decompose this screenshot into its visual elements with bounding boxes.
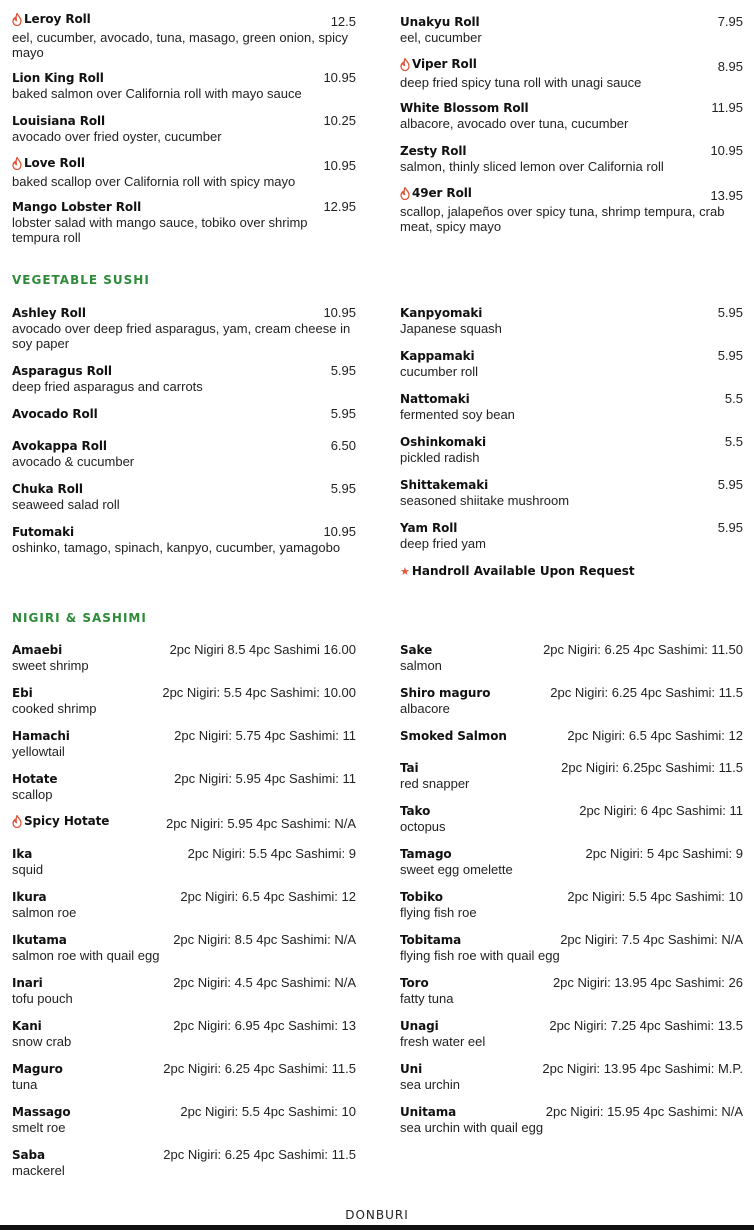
item-description: flying fish roe — [400, 905, 477, 920]
item-name-text: Inari — [12, 976, 43, 990]
item-name-text: Tobitama — [400, 933, 462, 947]
item-name-text: Ashley Roll — [12, 306, 86, 320]
item-description: avocado & cucumber — [12, 454, 135, 469]
item-price: 12.5 — [330, 13, 356, 29]
menu-item — [400, 889, 743, 920]
item-description: eel, cucumber, avocado, tuna, masago, green onion, spicy mayo — [12, 29, 349, 60]
item-name-text: Spicy Hotate — [24, 814, 110, 828]
item-price: 2pc Nigiri: 6 4pc Sashimi: 11 — [579, 803, 743, 818]
item-name — [12, 847, 32, 861]
item-price: 12.95 — [323, 199, 356, 214]
menu-item — [400, 1018, 743, 1049]
item-name-text: Oshinkomaki — [400, 435, 487, 449]
item-name — [12, 729, 70, 743]
item-name — [400, 643, 432, 657]
menu-item — [12, 685, 356, 716]
item-name-text: Unagi — [400, 1019, 439, 1033]
item-name-text: Tobiko — [400, 890, 443, 904]
menu-item — [12, 1018, 356, 1049]
item-price: 2pc Nigiri: 6.5 4pc Sashimi: 12 — [567, 728, 743, 743]
menu-item — [400, 975, 743, 1006]
item-name — [12, 1062, 63, 1076]
item-price: 2pc Nigiri: 5 4pc Sashimi: 9 — [585, 846, 743, 861]
item-description: cucumber roll — [400, 364, 479, 379]
item-price: 5.95 — [330, 363, 356, 378]
item-name — [400, 1019, 439, 1033]
item-price: 2pc Nigiri: 6.25 4pc Sashimi: 11.5 — [550, 685, 743, 700]
item-name — [12, 1148, 45, 1162]
item-price: 2pc Nigiri: 7.25 4pc Sashimi: 13.5 — [549, 1018, 743, 1033]
item-name — [400, 890, 443, 904]
item-name — [400, 729, 507, 743]
item-description: baked scallop over California roll with spicy mayo — [12, 173, 296, 189]
menu-item — [12, 771, 356, 802]
item-price: 2pc Nigiri: 13.95 4pc Sashimi: 26 — [552, 975, 743, 990]
item-name — [12, 814, 109, 828]
item-price: 2pc Nigiri: 6.25 4pc Sashimi: 11.5 — [163, 1061, 356, 1076]
item-name — [400, 1062, 422, 1076]
item-name-text: Leroy Roll — [24, 12, 91, 26]
menu-item — [12, 1104, 356, 1135]
item-name-text: Love Roll — [24, 156, 85, 170]
menu-item — [400, 728, 743, 743]
item-name-text: Lion King Roll — [12, 71, 104, 85]
item-price: 2pc Nigiri: 5.5 4pc Sashimi: 10.00 — [162, 685, 356, 700]
item-description: albacore, avocado over tuna, cucumber — [400, 116, 629, 131]
item-description: snow crab — [12, 1034, 72, 1049]
item-price: 10.95 — [323, 70, 356, 85]
item-name — [12, 643, 62, 657]
item-description: scallop, jalapeños over spicy tuna, shrimp tempura, crab meat, spicy mayo — [400, 203, 725, 234]
item-name — [400, 804, 430, 818]
item-name-text: Avokappa Roll — [12, 439, 107, 453]
nigiri-right-column — [400, 0, 743, 1200]
menu-item — [12, 642, 356, 673]
item-name-text: Shiro maguro — [400, 686, 491, 700]
item-name-text: Kappamaki — [400, 349, 475, 363]
item-name-text: Unitama — [400, 1105, 457, 1119]
menu-item — [400, 685, 743, 716]
item-price: 2pc Nigiri: 5.5 4pc Sashimi: 10 — [180, 1104, 356, 1119]
item-price: 10.95 — [323, 157, 356, 173]
menu-item — [400, 1104, 743, 1135]
item-description: seaweed salad roll — [12, 497, 120, 512]
item-description: salmon, thinly sliced lemon over California roll — [400, 159, 664, 174]
item-name-text: Futomaki — [12, 525, 75, 539]
item-name-text: Maguro — [12, 1062, 63, 1076]
item-description: avocado over fried oyster, cucumber — [12, 129, 222, 144]
item-name-text: Mango Lobster Roll — [12, 200, 142, 214]
menu-item — [12, 889, 356, 920]
item-name-text: Avocado Roll — [12, 407, 98, 421]
item-price: 2pc Nigiri: 6.95 4pc Sashimi: 13 — [173, 1018, 356, 1033]
item-description: fermented soy bean — [400, 407, 515, 422]
item-name-text: Tamago — [400, 847, 452, 861]
menu-item — [12, 932, 356, 963]
item-name-text: Massago — [12, 1105, 71, 1119]
item-price: 5.95 — [717, 477, 743, 492]
item-name-text: Ebi — [12, 686, 33, 700]
item-name-text: Nattomaki — [400, 392, 470, 406]
item-name-text: Uni — [400, 1062, 423, 1076]
menu-item — [400, 846, 743, 877]
item-description: smelt roe — [12, 1120, 66, 1135]
item-price: 2pc Nigiri 8.5 4pc Sashimi 16.00 — [169, 642, 356, 657]
item-name — [12, 890, 47, 904]
menu-item — [12, 1147, 356, 1178]
item-description: salmon roe — [12, 905, 77, 920]
item-name — [12, 933, 67, 947]
item-description: oshinko, tamago, spinach, kanpyo, cucumber, yamagobo — [12, 540, 341, 555]
item-price: 10.95 — [710, 143, 743, 158]
item-description: salmon roe with quail egg — [12, 948, 160, 963]
item-name-text: Shittakemaki — [400, 478, 489, 492]
menu-item — [12, 728, 356, 759]
item-description: squid — [12, 862, 44, 877]
item-description: seasoned shiitake mushroom — [400, 493, 570, 508]
menu-item — [400, 642, 743, 673]
item-description: sweet egg omelette — [400, 862, 513, 877]
item-description: mackerel — [12, 1163, 65, 1178]
item-name-text: Louisiana Roll — [12, 114, 106, 128]
item-name — [12, 1019, 42, 1033]
item-name-text: Viper Roll — [412, 57, 477, 71]
item-description: sea urchin with quail egg — [400, 1120, 544, 1135]
item-price: 5.5 — [724, 391, 743, 406]
item-price: 5.95 — [717, 348, 743, 363]
vegetable-sushi-heading: VEGETABLE SUSHI — [12, 273, 150, 287]
footer-divider — [0, 1225, 754, 1230]
item-name — [400, 976, 429, 990]
item-description: pickled radish — [400, 450, 480, 465]
item-price: 13.95 — [710, 187, 743, 203]
item-name — [400, 1105, 456, 1119]
nigiri-sashimi-heading: NIGIRI & SASHIMI — [12, 611, 147, 625]
item-price: 2pc Nigiri: 4.5 4pc Sashimi: N/A — [173, 975, 356, 990]
item-name — [400, 933, 461, 947]
item-price: 2pc Nigiri: 6.25 4pc Sashimi: 11.5 — [163, 1147, 356, 1162]
item-description: octopus — [400, 819, 446, 834]
menu-item — [400, 803, 743, 834]
item-description: fresh water eel — [400, 1034, 486, 1049]
item-price: 10.95 — [323, 305, 356, 320]
item-description: deep fried asparagus and carrots — [12, 379, 203, 394]
handroll-note — [400, 564, 635, 578]
item-price: 2pc Nigiri: 13.95 4pc Sashimi: M.P. — [542, 1061, 743, 1076]
item-description: fatty tuna — [400, 991, 454, 1006]
item-name — [400, 686, 490, 700]
item-description: sea urchin — [400, 1077, 460, 1092]
nigiri-left-column — [12, 0, 356, 1200]
item-price: 8.95 — [717, 58, 743, 74]
item-name-text: 49er Roll — [412, 186, 472, 200]
menu-item — [400, 1061, 743, 1092]
item-description: salmon — [400, 658, 442, 673]
item-name-text: Yam Roll — [400, 521, 458, 535]
item-name-text: Smoked Salmon — [400, 729, 507, 743]
item-name-text: Tako — [400, 804, 431, 818]
item-name — [12, 772, 57, 786]
item-price: 7.95 — [717, 14, 743, 29]
item-description: scallop — [12, 787, 53, 802]
item-description: eel, cucumber — [400, 30, 482, 45]
item-description: cooked shrimp — [12, 701, 97, 716]
item-name-text: Hotate — [12, 772, 58, 786]
item-price: 2pc Nigiri: 5.95 4pc Sashimi: N/A — [165, 815, 356, 831]
menu-item — [12, 1061, 356, 1092]
menu-item — [12, 975, 356, 1006]
item-name-text: Tai — [400, 761, 419, 775]
item-name — [12, 976, 43, 990]
star-icon: ★ — [400, 565, 410, 578]
item-price: 2pc Nigiri: 7.5 4pc Sashimi: N/A — [560, 932, 743, 947]
handroll-note-text: Handroll Available Upon Request — [411, 564, 635, 578]
item-name — [12, 686, 33, 700]
item-price: 2pc Nigiri: 6.5 4pc Sashimi: 12 — [180, 889, 356, 904]
item-price: 2pc Nigiri: 8.5 4pc Sashimi: N/A — [173, 932, 356, 947]
item-price: 5.95 — [330, 481, 356, 496]
item-name-text: Toro — [400, 976, 429, 990]
item-name-text: Ikutama — [12, 933, 67, 947]
item-name-text: Unakyu Roll — [400, 15, 480, 29]
menu-item — [400, 760, 743, 791]
item-description: baked salmon over California roll with mayo sauce — [12, 86, 302, 101]
item-name-text: Saba — [12, 1148, 46, 1162]
item-name — [400, 761, 419, 775]
item-price: 2pc Nigiri: 15.95 4pc Sashimi: N/A — [545, 1104, 743, 1119]
item-description: avocado over deep fried asparagus, yam, cream cheese in soy paper — [12, 321, 351, 351]
donburi-heading: DONBURI — [345, 1208, 409, 1222]
menu-item — [400, 932, 743, 963]
item-price: 5.95 — [717, 305, 743, 320]
item-name-text: Zesty Roll — [400, 144, 467, 158]
item-description: tuna — [12, 1077, 38, 1092]
item-description: sweet shrimp — [12, 658, 89, 673]
item-description: lobster salad with mango sauce, tobiko over shrimp tempura roll — [12, 215, 308, 245]
item-description: red snapper — [400, 776, 470, 791]
item-description: deep fried spicy tuna roll with unagi sauce — [400, 74, 642, 90]
item-description: flying fish roe with quail egg — [400, 948, 560, 963]
item-price: 6.50 — [330, 438, 356, 453]
item-description: Japanese squash — [400, 321, 502, 336]
item-name-text: Kanpyomaki — [400, 306, 483, 320]
spicy-flame-icon — [12, 815, 22, 828]
item-name-text: Ikura — [12, 890, 47, 904]
item-name-text: Hamachi — [12, 729, 70, 743]
item-price: 10.95 — [323, 524, 356, 539]
item-price: 11.95 — [711, 100, 743, 115]
item-description: tofu pouch — [12, 991, 73, 1006]
item-name-text: Sake — [400, 643, 433, 657]
item-price: 2pc Nigiri: 5.5 4pc Sashimi: 10 — [567, 889, 743, 904]
item-price: 5.95 — [717, 520, 743, 535]
item-name-text: Chuka Roll — [12, 482, 83, 496]
menu-item — [12, 814, 356, 831]
item-name-text: White Blossom Roll — [400, 101, 529, 115]
item-price: 2pc Nigiri: 5.5 4pc Sashimi: 9 — [187, 846, 356, 861]
item-name — [400, 847, 452, 861]
item-price: 2pc Nigiri: 6.25pc Sashimi: 11.5 — [561, 760, 743, 775]
item-name-text: Kani — [12, 1019, 42, 1033]
item-price: 2pc Nigiri: 5.95 4pc Sashimi: 11 — [174, 771, 356, 786]
item-price: 2pc Nigiri: 5.75 4pc Sashimi: 11 — [174, 728, 356, 743]
item-price: 2pc Nigiri: 6.25 4pc Sashimi: 11.50 — [543, 642, 743, 657]
item-description: deep fried yam — [400, 536, 486, 551]
item-price: 5.95 — [330, 406, 356, 421]
item-price: 10.25 — [323, 113, 356, 128]
item-price: 5.5 — [724, 434, 743, 449]
item-name — [12, 1105, 71, 1119]
item-name-text: Ika — [12, 847, 33, 861]
item-description: yellowtail — [12, 744, 65, 759]
item-description: albacore — [400, 701, 450, 716]
menu-item — [12, 846, 356, 877]
item-name-text: Amaebi — [12, 643, 63, 657]
item-name-text: Asparagus Roll — [12, 364, 112, 378]
